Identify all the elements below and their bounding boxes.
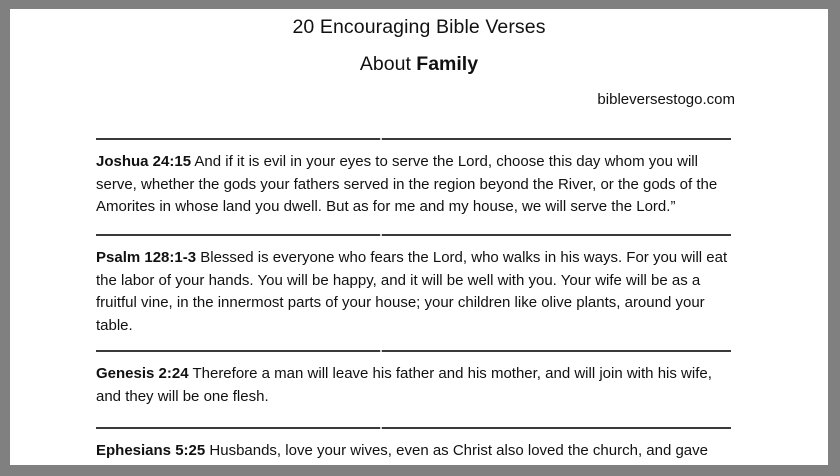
subtitle-topic: Family: [416, 53, 479, 75]
verse-block: [96, 363, 736, 408]
separator-line: [96, 350, 731, 352]
verse-reference: Joshua 24:15: [96, 153, 192, 170]
verse-text: Therefore a man will leave his father and his mother, and will join with his wife, and they will be one flesh.: [96, 365, 712, 405]
verse-block: [96, 247, 736, 337]
verse-block: [96, 440, 736, 463]
document-page: [10, 9, 828, 465]
site-name: bibleversestogo.com: [597, 91, 735, 108]
verse-reference: Ephesians 5:25: [96, 442, 206, 459]
subtitle-prefix: About: [359, 53, 411, 75]
separator-line: [96, 427, 731, 429]
document-title: 20 Encouraging Bible Verses: [292, 16, 546, 38]
separator-line: [96, 138, 731, 140]
verse-reference: Psalm 128:1-3: [96, 249, 197, 266]
verse-text: Husbands, love your wives, even as Christ also loved the church, and gave: [209, 442, 708, 459]
verse-reference: Genesis 2:24: [96, 365, 189, 382]
verse-block: [96, 151, 736, 219]
separator-line: [96, 234, 731, 236]
verse-text: And if it is evil in your eyes to serve the Lord, choose this day whom you will serve, whether the gods your fathers served in the region beyond the River, or the gods of the Amorites in whose land you dwell. But as for me and my house, we will serve the Lord.”: [96, 153, 718, 215]
document-subtitle: [10, 53, 828, 76]
verse-text: Blessed is everyone who fears the Lord, who walks in his ways. For you will eat the labor of your hands. You will be happy, and it will be well with you. Your wife will be as a fruitful vine, in the innermost parts of your house; your children like olive plants, around your table.: [96, 249, 728, 334]
